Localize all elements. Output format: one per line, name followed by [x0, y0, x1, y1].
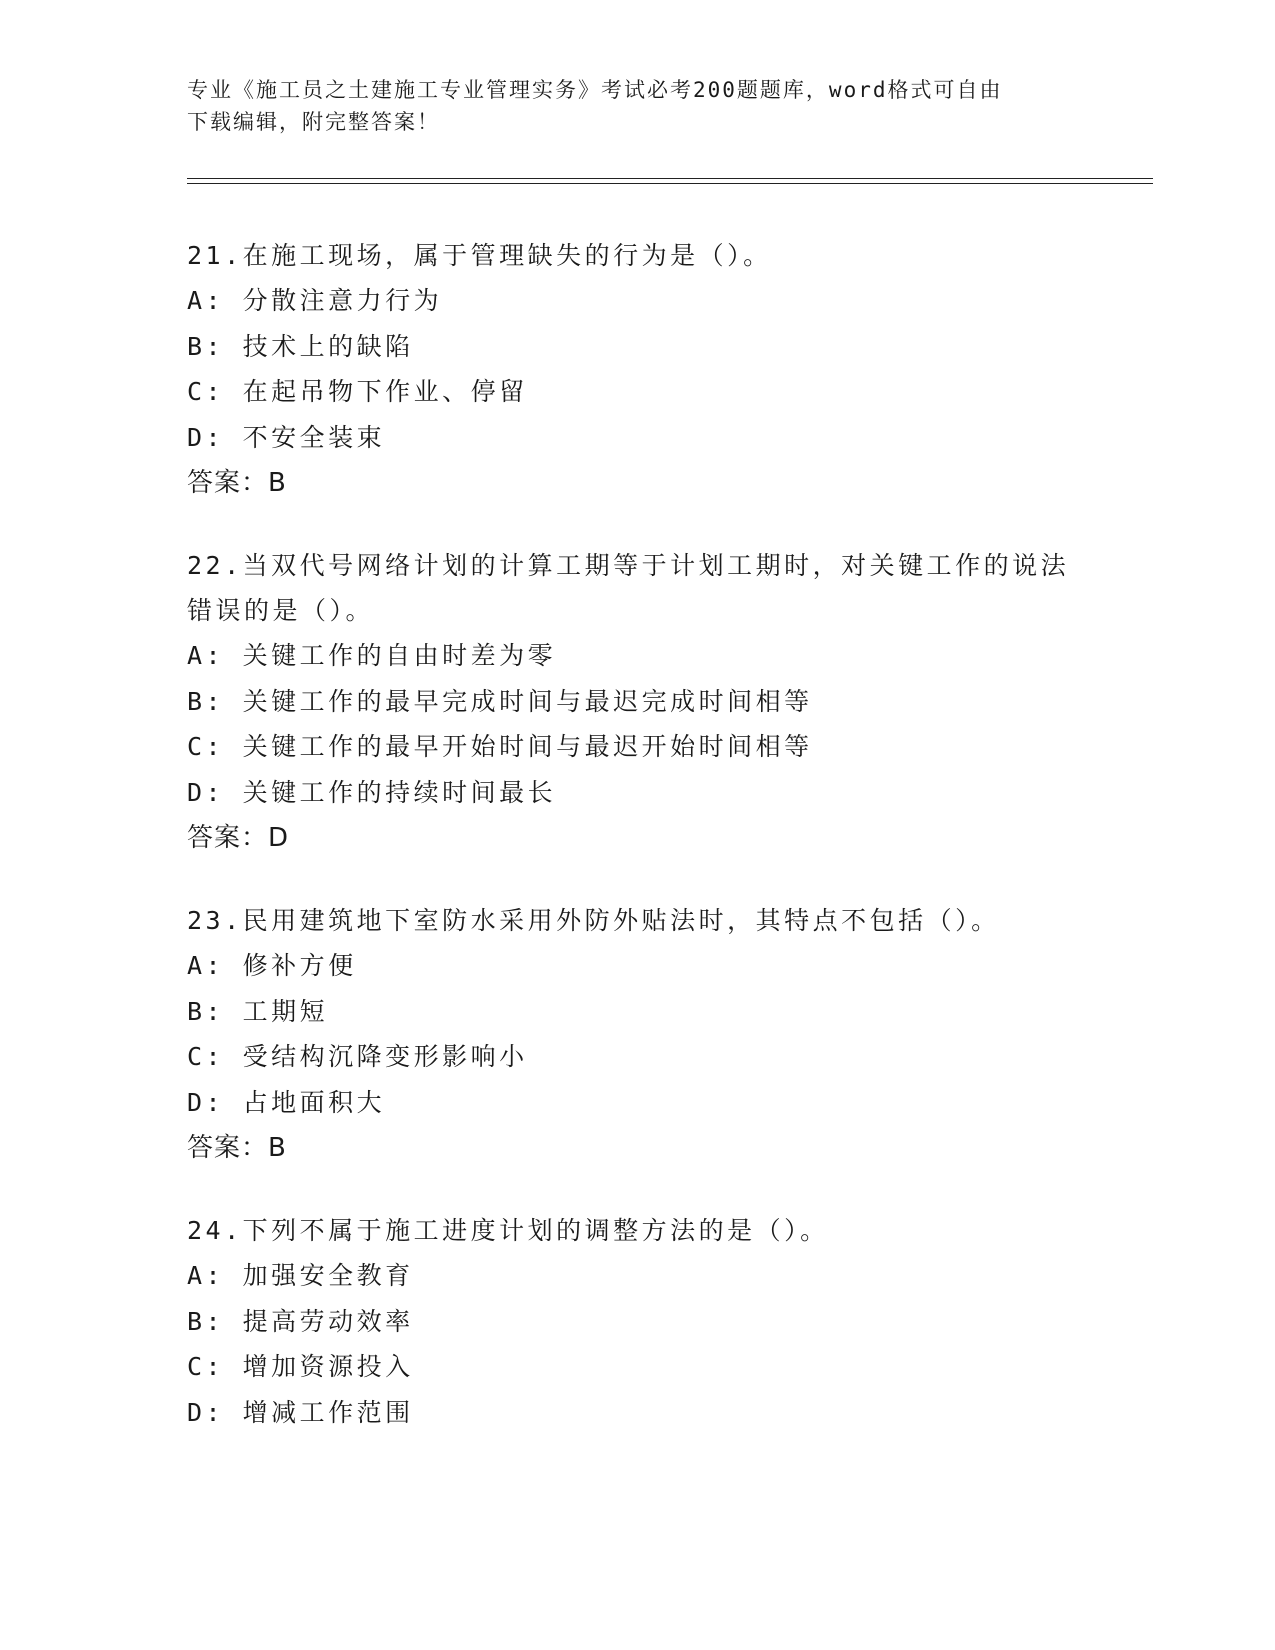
question-23 — [187, 898, 1087, 1171]
option-d: D: 增减工作范围 — [187, 1397, 414, 1427]
question-list — [187, 233, 1087, 1472]
header-divider-top — [187, 178, 1153, 179]
option-d: D: 占地面积大 — [187, 1087, 386, 1117]
question-stem-line-2: 错误的是（）。 — [187, 596, 375, 625]
option-c: C: 在起吊物下作业、停留 — [187, 377, 528, 406]
option-b: B: 工期短 — [187, 996, 329, 1026]
question-22 — [187, 543, 1087, 861]
option-c: C: 增加资源投入 — [187, 1352, 414, 1381]
option-a: A: 关键工作的自由时差为零 — [187, 641, 557, 670]
question-24 — [187, 1208, 1087, 1435]
option-d: D: 不安全装束 — [187, 422, 386, 452]
question-21 — [187, 233, 1087, 506]
header-line-1: 专业《施工员之土建施工专业管理实务》考试必考200题题库，word格式可自由 — [187, 78, 1003, 102]
question-stem: 24.下列不属于施工进度计划的调整方法的是（）。 — [187, 1216, 829, 1245]
option-b: B: 提高劳动效率 — [187, 1306, 414, 1336]
answer-line: 答案：B — [187, 1133, 287, 1163]
option-a: A: 修补方便 — [187, 951, 357, 980]
option-d: D: 关键工作的持续时间最长 — [187, 777, 557, 807]
option-b: B: 关键工作的最早完成时间与最迟完成时间相等 — [187, 686, 813, 716]
option-a: A: 分散注意力行为 — [187, 286, 443, 315]
option-c: C: 关键工作的最早开始时间与最迟开始时间相等 — [187, 732, 813, 761]
question-stem-line-1: 22.当双代号网络计划的计算工期等于计划工期时，对关键工作的说法 — [187, 551, 1070, 580]
option-c: C: 受结构沉降变形影响小 — [187, 1042, 528, 1071]
answer-line: 答案：B — [187, 468, 287, 498]
document-header — [187, 74, 1067, 138]
answer-line: 答案：D — [187, 823, 290, 853]
option-b: B: 技术上的缺陷 — [187, 331, 414, 361]
header-divider-bottom — [187, 183, 1153, 184]
question-stem: 23.民用建筑地下室防水采用外防外贴法时，其特点不包括（）。 — [187, 906, 1000, 935]
header-line-2: 下载编辑，附完整答案！ — [187, 110, 440, 134]
question-stem: 21.在施工现场，属于管理缺失的行为是（）。 — [187, 241, 772, 270]
option-a: A: 加强安全教育 — [187, 1261, 414, 1290]
